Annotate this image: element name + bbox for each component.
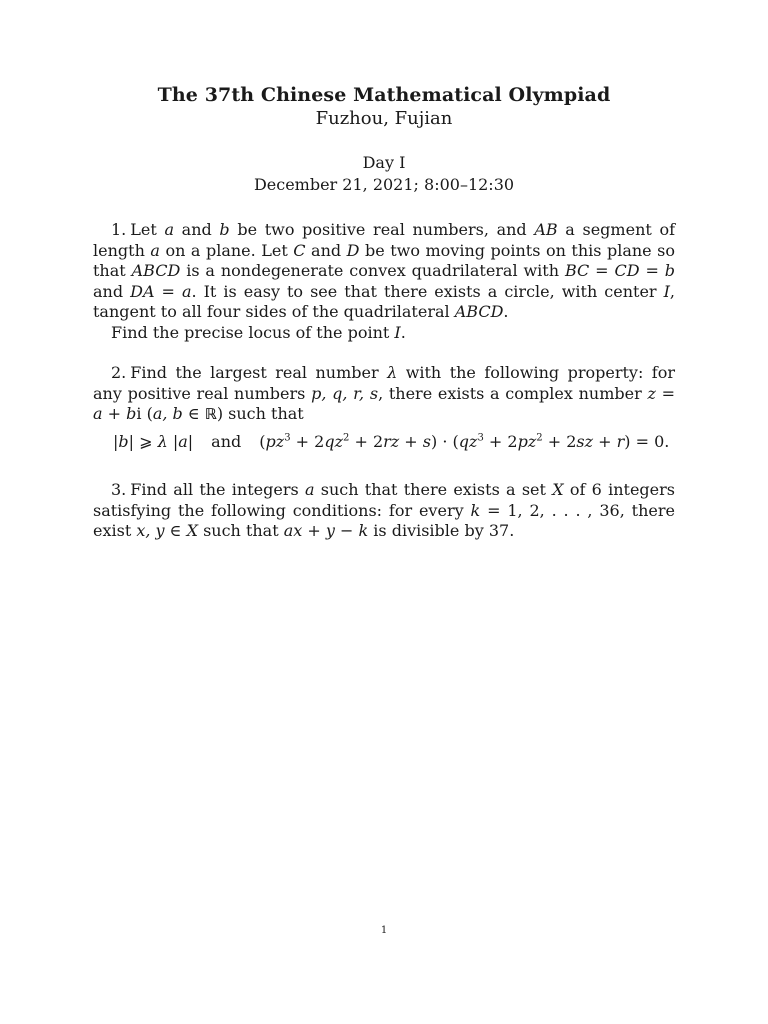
page-number: 1 — [380, 925, 388, 936]
problem-3-statement: 3. Find all the integers a such that there exists a set X of 6 integers satisfying the following conditions: for every k = 1, 2, . . . , 36, there exist x, y ∈ X such that ax + y − k is divisible by 37. — [93, 480, 675, 540]
document-title: The 37th Chinese Mathematical Olympiad — [157, 84, 611, 106]
problem-2-statement: 2. Find the largest real number λ with the following property: for any positive real numbers p, q, r, s, there exists a complex number z = a + bi (a, b ∈ ℝ) such that — [93, 363, 676, 423]
problem-1 — [93, 220, 675, 343]
document-location: Fuzhou, Fujian — [315, 108, 453, 129]
problem-2-number: 2. — [111, 363, 127, 382]
problem-1-question: Find the precise locus of the point I. — [111, 322, 406, 342]
problem-1-statement: 1. Let a and b be two positive real numbers, and AB a segment of length a on a plane. Let C and D be two moving points on this plane so that ABCD is a nondegenerate convex quadrilateral with BC = CD = b and DA = a. It is easy to see that there exists a circle, with center I, tangent to all four sides of the quadrilateral ABCD. — [93, 220, 676, 321]
problem-2 — [93, 363, 675, 425]
exam-datetime: December 21, 2021; 8:00–12:30 — [253, 175, 515, 194]
problem-1-number: 1. — [111, 220, 127, 239]
problem-2-equation: |b| ⩾ λ |a| and $(pz^3 + 2qz^2 + 2rz + s) \cdot (qz^3 + 2pz^2 + 2sz + r) = 0$. — [113, 432, 670, 451]
problem-3-number: 3. — [111, 480, 127, 499]
problem-3 — [93, 480, 675, 542]
exam-day: Day I — [362, 153, 406, 172]
